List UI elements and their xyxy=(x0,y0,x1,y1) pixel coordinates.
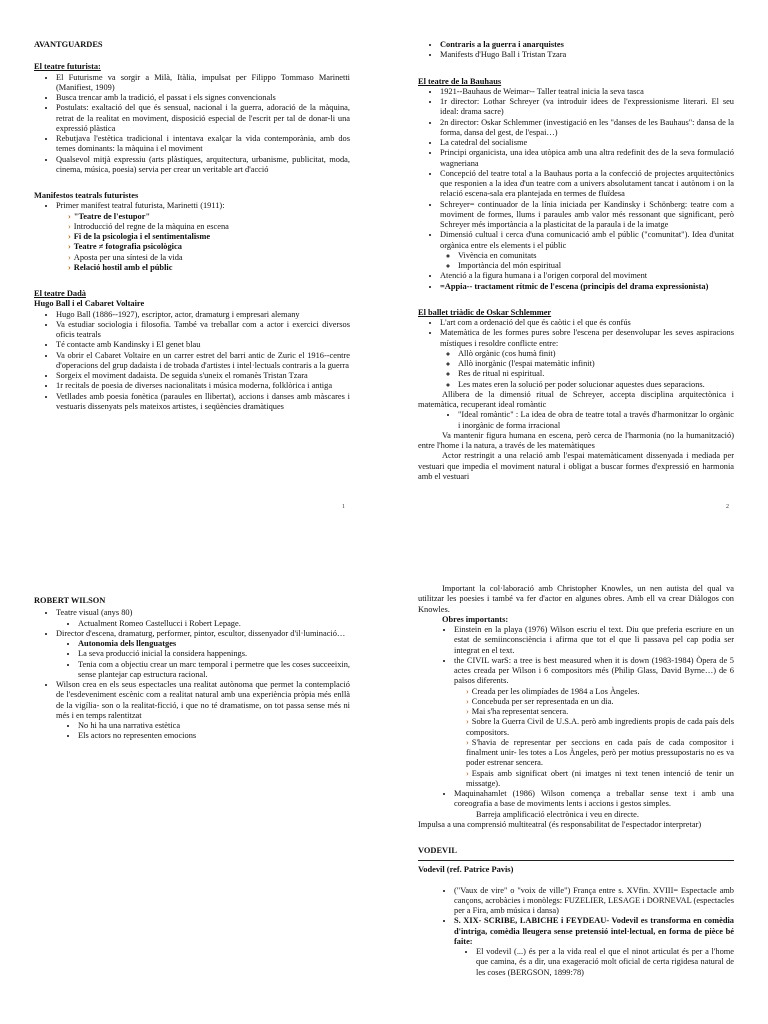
wilson-sublist xyxy=(56,619,350,629)
manifestos-heading: Manifestos teatrals futuristes xyxy=(34,191,139,200)
obres-item: Maquinahamlet (1986) Wilson comença a treballar sense text i amb una coreografia a base de moviments lents i accions i gestos simples. xyxy=(454,789,734,809)
list-item: • Hugo Ball (1886--1927), escriptor, actor, dramaturg i empresari alemany xyxy=(56,310,350,320)
list-item: • =Appia-- tractament rítmic de l'escena (principis del drama expressionista) xyxy=(440,282,734,292)
wilson-item: Wilson crea en els seus espectacles una realitat autònoma que permet la contemplació de l'esdeveniment escènic com a realitat natural amb una experiència pròpia més enllà de la vigília- son o la realitat-ficció, i que no té dramatisme, on tot passa sense més ni més i en temps ralentitzat xyxy=(56,680,350,720)
schlemmer-heading: El ballet triàdic de Oskar Schlemmer xyxy=(418,307,552,317)
list-item: • ("Vaux de vire" o "voix de ville") França entre s. XVfin. XVIII= Espectacle amb cançons, acrobàcies i monòlegs: FUZELIER, LESAGE i DORNEVAL (espectacles per a Fira, amb música i dansa) xyxy=(454,886,734,917)
sub-list-item: ◦ Res de ritual ni espiritual. xyxy=(458,369,734,379)
sub-list-item: › Teatre ≠ fotografia psicològica xyxy=(68,242,350,252)
dada-subheading: Hugo Ball i el Cabaret Voltaire xyxy=(34,299,145,309)
page-1-title: AVANTGUARDES xyxy=(34,40,103,49)
list-item xyxy=(56,608,350,629)
sub-list-item: › "Teatre de l'estupor" xyxy=(68,212,350,222)
page-1-column xyxy=(34,40,350,412)
list-item xyxy=(440,230,734,271)
list-item xyxy=(56,680,350,742)
sub-list-item: ◦ Les mates eren la solució per poder solucionar aquestes dues separacions. xyxy=(458,380,734,390)
wilson-sublist xyxy=(56,639,350,680)
page-1 xyxy=(0,0,384,512)
page-3-title: ROBERT WILSON xyxy=(34,596,106,605)
wilson-item: Teatre visual (anys 80) xyxy=(56,608,133,618)
sub-list-item: › Espais amb significat obert (ni imatges ni text tenen intenció de tenir un missatge). xyxy=(466,769,734,790)
obres-sublist xyxy=(454,687,734,790)
page-number: 2 xyxy=(726,504,729,510)
list-item: • Va estudiar sociologia i filosofia. També va treballar com a actor i exercici diversos oficis teatrals xyxy=(56,320,350,341)
list-item xyxy=(454,789,734,820)
list-item: • Vetllades amb poesia fonètica (paraules en llibertat), accions i danses amb màscares i vestuaris dissenyats pels mateixos artistes, i seqüències dramàtiques xyxy=(56,392,350,413)
list-item xyxy=(56,201,350,273)
ideal-list xyxy=(418,410,734,431)
sub-list-item: • Autonomia dels llenguatges xyxy=(78,639,350,649)
futurisme-heading: El teatre futurista: xyxy=(34,62,101,72)
page-number: 1 xyxy=(342,504,345,510)
list-item: • Va obrir el Cabaret Voltaire en un carrer estret del barri antic de Zuric el 1916--centre d'operacions del grup dadaista i de trobada d'artistes i intel·lectuals contraris a la guerra xyxy=(56,351,350,372)
dada-heading: El teatre Dadà xyxy=(34,289,86,298)
dada-list xyxy=(34,310,350,413)
schlemmer-paragraph: Va mantenir figura humana en escena, però cerca de l'harmonia (no la humanització) entre l'home i la natura, a través de les matemàtiques xyxy=(418,430,734,450)
list-item: • Manifests d'Hugo Ball i Tristan Tzara xyxy=(440,50,734,60)
sub-list-item: › Relació hostil amb el públic xyxy=(68,263,350,273)
page-4-column xyxy=(418,584,734,978)
sub-list-item: › Concebuda per ser representada en un dia. xyxy=(466,697,734,707)
obres-list xyxy=(418,625,734,820)
vodevil-subtitle: Vodevil (ref. Patrice Pavis) xyxy=(418,865,514,875)
list-item xyxy=(454,656,734,789)
sub-list-item: • Els actors no representen emocions xyxy=(78,731,350,741)
sub-list-item: › Sobre la Guerra Civil de U.S.A. però amb ingredients propis de cada país dels compositors. xyxy=(466,717,734,738)
vodevil-list xyxy=(418,886,734,978)
sub-list-item: • No hi ha una narrativa estètica xyxy=(78,721,350,731)
schlemmer-sublist xyxy=(440,349,734,390)
sub-list-item: ◦ Allò inorgànic (l'espai matemàtic infinit) xyxy=(458,359,734,369)
schlemmer-item: Matemàtica de les formes pures sobre l'escena per desenvolupar les seves aspiracions místiques i resoldre conflicte entre: xyxy=(440,328,734,348)
schlemmer-paragraph: Actor restringit a una relació amb l'espai matemàticament dissenyada i mediada per vestuari que impedia el moviment natural i obligat a buscar formes d'expressió en harmonia amb el vestuari xyxy=(418,451,734,481)
list-item: • 1r recitals de poesia de diverses nacionalitats i música moderna, folklòrica i antiga xyxy=(56,381,350,391)
list-item: • 2n director: Oskar Schlemmer (investigació en les "danses de les Bauhaus": dansa de la forma, dansa del gest, de l'espai…) xyxy=(440,118,734,139)
wilson-sublist xyxy=(56,721,350,742)
sub-list-item: • El vodevil (...) és per a la vida real el que el ninot articulat és per a l'home que camina, és a dir, una exageració molt oficial de certa rigidesa natural de les coses (BERGSON, 1899:78) xyxy=(476,947,734,978)
schlemmer-paragraph: Allibera de la dimensió ritual de Schreyer, accepta disciplina arquitectònica i matemàtica, recuperant ideal romàntic xyxy=(418,389,734,409)
sub-list-item: ◦ Allò orgànic (cos humà finit) xyxy=(458,349,734,359)
closing-paragraph: Impulsa a una comprensió multiteatral (és responsabilitat de l'espectador interpretar) xyxy=(418,819,702,829)
obres-note: Barreja amplificació electrònica i veu en directe. xyxy=(476,809,639,819)
obres-item: the CIVIL warS: a tree is best measured when it is down (1983-1984) Òpera de 5 actes creada per Wilson i 6 compositors més (Philip Glass, David Byrne…) de 6 països diferents. xyxy=(454,655,734,686)
sub-list-item: › S'havia de representar per seccions en cada país de cada compositor i finalment unir- les totes a Los Àngeles, però per motius pressupostaris no es va poder estrenar sencera. xyxy=(466,738,734,769)
sub-list-item: ◦ Vivència en comunitats xyxy=(458,251,734,261)
sub-list-item: › Introducció del regne de la màquina en escena xyxy=(68,222,350,232)
list-item: • Sorgeix el moviment dadaista. De seguida s'uneix el romanès Tristan Tzara xyxy=(56,371,350,381)
sub-list-item: › Aposta per una síntesi de la vida xyxy=(68,253,350,263)
knowles-paragraph: Important la col·laboració amb Christopher Knowles, un nen autista del qual va utilitzar les poesies i també va fer d'actor en algunes obres. Amb ell va crear Diàlogos con Knowles. xyxy=(418,584,734,614)
sub-list-item: • La seva producció inicial la considera happenings. xyxy=(78,649,350,659)
bauhaus-sublist xyxy=(440,251,734,272)
list-item: • Einstein en la playa (1976) Wilson escriu el text. Diu que preferia escriure en un estat de semiinconsciència i afirma que tot el que li passava pel cap podia ser integrat en el text. xyxy=(454,625,734,656)
list-item: • Qualsevol mitjà expressiu (arts plàstiques, arquitectura, urbanisme, publicitat, moda, cinema, música, poesia) servia per crear un veritable art d'acció xyxy=(56,155,350,176)
sub-list-item: ◦ Importància del món espiritual xyxy=(458,261,734,271)
wilson-list xyxy=(34,608,350,741)
obres-heading: Obres importants: xyxy=(442,614,509,624)
page-3-column xyxy=(34,596,350,742)
sub-list-item: › Creada per les olimpíades de 1984 a Los Àngeles. xyxy=(466,687,734,697)
list-item: • El Futurisme va sorgir a Milà, Itàlia, impulsat per Filippo Tommaso Marinetti (Manifiest, 1909) xyxy=(56,73,350,94)
bauhaus-heading: El teatre de la Bauhaus xyxy=(418,76,502,86)
list-item: • Concepció del teatre total a la Bauhaus porta a la confecció de projectes arquitectònics que responien a la idea d'un teatre com a univers absolutament tancat i autònom i on la relació escena-sala era plantejada en termes de fluïdesa xyxy=(440,169,734,200)
page-2 xyxy=(384,0,768,512)
sub-list-item: • Actualment Romeo Castellucci i Robert Lepage. xyxy=(78,619,350,629)
list-item: • 1921--Bauhaus de Weimar-- Taller teatral inicia la seva tasca xyxy=(440,87,734,97)
vodevil-item: S. XIX- SCRIBE, LABICHE i FEYDEAU- Vodevil es transforma en comèdia d'intriga, comèdia lleugera sense pretensió intel·lectual, en forma de pièce bé faite: xyxy=(454,916,734,946)
sub-list-item: • Tenia com a objectiu crear un marc temporal i permetre que les coses succeeixin, sense plantejar cap estructura racional. xyxy=(78,660,350,681)
list-item xyxy=(440,328,734,390)
list-item xyxy=(454,916,734,978)
bauhaus-list xyxy=(418,87,734,292)
list-item: • La catedral del socialisme xyxy=(440,138,734,148)
list-item: • Schreyer= continuador de la línia iniciada per Kandinsky i Schönberg: teatre com a moviment de formes, llums i paraules amb valor més ressonant que significant, però Schreyer més importància a la plasticitat de la paraula i de la imatge xyxy=(440,200,734,231)
list-item: • 1r director: Lothar Schreyer (va introduir idees de l'expressionisme literari. El seu ideal: drama sacre) xyxy=(440,97,734,118)
list-item: • Postulats: exaltació del que és sensual, nacional i la guerra, adoració de la màquina, retrat de la realitat en moviment, disposició especial de l'escrit per tal de donar-li una expressió plàstica xyxy=(56,103,350,134)
sub-list-item: › Fi de la psicologia i el sentimentalisme xyxy=(68,232,350,242)
vodevil-title: VODEVIL xyxy=(418,846,457,855)
list-item: • Contraris a la guerra i anarquistes xyxy=(440,40,734,50)
list-item: • "Ideal romàntic" : La idea de obra de teatre total a través d'harmonitzar lo orgànic i inorgànic de forma irracional xyxy=(458,410,734,431)
list-item: • Té contacte amb Kandinsky i El genet blau xyxy=(56,340,350,350)
schlemmer-list xyxy=(418,318,734,390)
list-item: • Rebutjava l'estètica tradicional i intentava exalçar la vida contemporània, amb dos temes dominants: la màquina i el moviment xyxy=(56,134,350,155)
page-2-column xyxy=(418,40,734,482)
list-item: • L'art com a ordenació del que és caòtic i el que és confús xyxy=(440,318,734,328)
list-item: • Busca trencar amb la tradició, el passat i els signes convencionals xyxy=(56,93,350,103)
manifestos-sublist xyxy=(56,212,350,274)
list-item: • Principi organicista, una idea utòpica amb una altra redefinit des de la seva formulació wagneriana xyxy=(440,148,734,169)
sub-list-item: › Mai s'ha representat sencera. xyxy=(466,707,734,717)
bauhaus-item: Dimensió cultual i cerca d'una comunicació amb el públic ("comunitat"). Idea d'unitat orgànica entre els elements i el públic xyxy=(440,230,734,250)
divider xyxy=(418,860,734,861)
page-4 xyxy=(384,512,768,1024)
dada-continued-list xyxy=(418,40,734,61)
vodevil-sublist xyxy=(454,947,734,978)
list-item xyxy=(56,629,350,680)
manifestos-item: Primer manifest teatral futurista, Marinetti (1911): xyxy=(56,201,225,211)
manifestos-list xyxy=(34,201,350,273)
page-3 xyxy=(0,512,384,1024)
wilson-item: Director d'escena, dramaturg, performer, pintor, escultor, dissenyador d'il·luminació… xyxy=(56,628,346,638)
list-item: • Atenció a la figura humana i a l'origen corporal del moviment xyxy=(440,271,734,281)
futurisme-list xyxy=(34,73,350,176)
